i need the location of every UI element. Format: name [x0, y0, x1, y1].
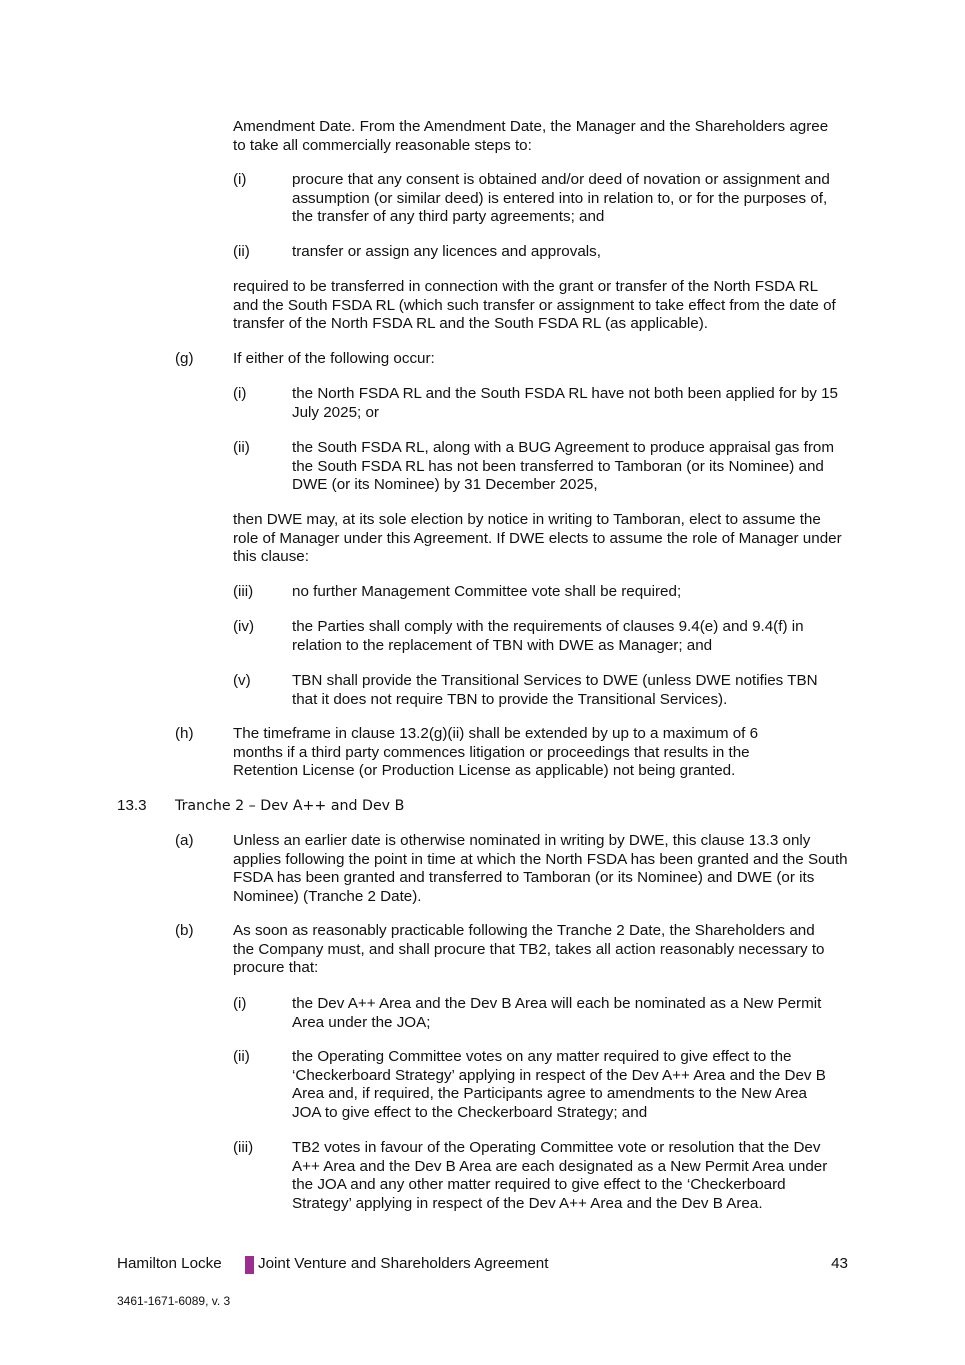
section-title: Tranche 2 – Dev A++ and Dev B [175, 798, 405, 814]
item-text: the Operating Committee votes on any matter required to give effect to the ‘Checkerboard Strategy’ applying in respect of the Dev A++ Area and the Dev B Area and, if required, the Participants agree to amendments to the New Area JOA to give effect to the Checkerboard Strategy; and [292, 1048, 826, 1121]
item-text: transfer or assign any licences and approvals, [292, 243, 601, 260]
item-text: TB2 votes in favour of the Operating Committee vote or resolution that the Dev A++ Area and the Dev B Area are each designated as a New Permit Area under the JOA and any other matter required to give effect to the ‘Checkerboard Strategy’ applying in respect of the Dev A++ Area and the Dev B Area. [292, 1139, 828, 1212]
clause-label: (g) [175, 350, 194, 367]
clause-label: (a) [175, 832, 194, 849]
intro-paragraph: Amendment Date. From the Amendment Date, the Manager and the Shareholders agree to take all commercially reasonable steps to: [233, 118, 829, 154]
clause-text: The timeframe in clause 13.2(g)(ii) shall be extended by up to a maximum of 6 months if a third party commences litigation or proceedings that results in the Retention License (or Production License as applicable) not being granted. [233, 725, 759, 780]
page-footer [117, 1255, 848, 1275]
item-text: the South FSDA RL, along with a BUG Agreement to produce appraisal gas from the South FSDA RL has not been transferred to Tamboran (or its Nominee) and DWE (or its Nominee) by 31 December 2025, [292, 439, 834, 494]
item-text: the North FSDA RL and the South FSDA RL have not both been applied for by 15 July 2025; or [292, 385, 838, 421]
clause-text: Unless an earlier date is otherwise nominated in writing by DWE, this clause 13.3 only applies following the point in time at which the North FSDA has been granted and the South FSDA has been granted and transferred to Tamboran (or its Nominee) and DWE (or its Nominee) (Tranche 2 Date). [233, 832, 848, 905]
item-label: (ii) [233, 439, 250, 456]
item-text: TBN shall provide the Transitional Services to DWE (unless DWE notifies TBN that it does not require TBN to provide the Transitional Services). [292, 672, 818, 708]
clause-text: If either of the following occur: [233, 350, 435, 367]
item-text: the Dev A++ Area and the Dev B Area will each be nominated as a New Permit Area under the JOA; [292, 995, 822, 1031]
item-label: (ii) [233, 243, 250, 260]
document-reference: 3461-1671-6089, v. 3 [117, 1294, 231, 1308]
section-number: 13.3 [117, 797, 147, 814]
item-text: procure that any consent is obtained and/or deed of novation or assignment and assumption (or similar deed) is entered into in relation to, or for the purposes of, the transfer of any third party agreements; and [292, 171, 830, 226]
footer-accent-bar [245, 1256, 254, 1274]
g-tail-paragraph: then DWE may, at its sole election by notice in writing to Tamboran, elect to assume the role of Manager under this Agreement. If DWE elects to assume the role of Manager under this clause: [233, 511, 842, 566]
item-label: (ii) [233, 1048, 250, 1065]
section-heading [0, 797, 965, 817]
clause-label: (b) [175, 922, 194, 939]
item-label: (v) [233, 672, 251, 689]
item-label: (iii) [233, 1139, 254, 1156]
item-label: (iii) [233, 583, 254, 600]
page-number: 43 [831, 1255, 848, 1272]
item-label: (i) [233, 385, 247, 402]
f-tail-paragraph: required to be transferred in connection with the grant or transfer of the North FSDA RL and the South FSDA RL (which such transfer or assignment to take effect from the date of transfer of the North FSDA RL and the South FSDA RL (as applicable). [233, 278, 836, 333]
footer-firm-name: Hamilton Locke [117, 1255, 222, 1272]
item-text: no further Management Committee vote shall be required; [292, 583, 682, 600]
clause-text: As soon as reasonably practicable following the Tranche 2 Date, the Shareholders and the Company must, and shall procure that TB2, takes all action reasonably necessary to procure that: [233, 922, 825, 977]
item-label: (iv) [233, 618, 255, 635]
clause-label: (h) [175, 725, 194, 742]
item-text: the Parties shall comply with the requirements of clauses 9.4(e) and 9.4(f) in relation to the replacement of TBN with DWE as Manager; and [292, 618, 804, 654]
item-label: (i) [233, 995, 247, 1012]
item-label: (i) [233, 171, 247, 188]
footer-document-title: Joint Venture and Shareholders Agreement [258, 1255, 549, 1272]
